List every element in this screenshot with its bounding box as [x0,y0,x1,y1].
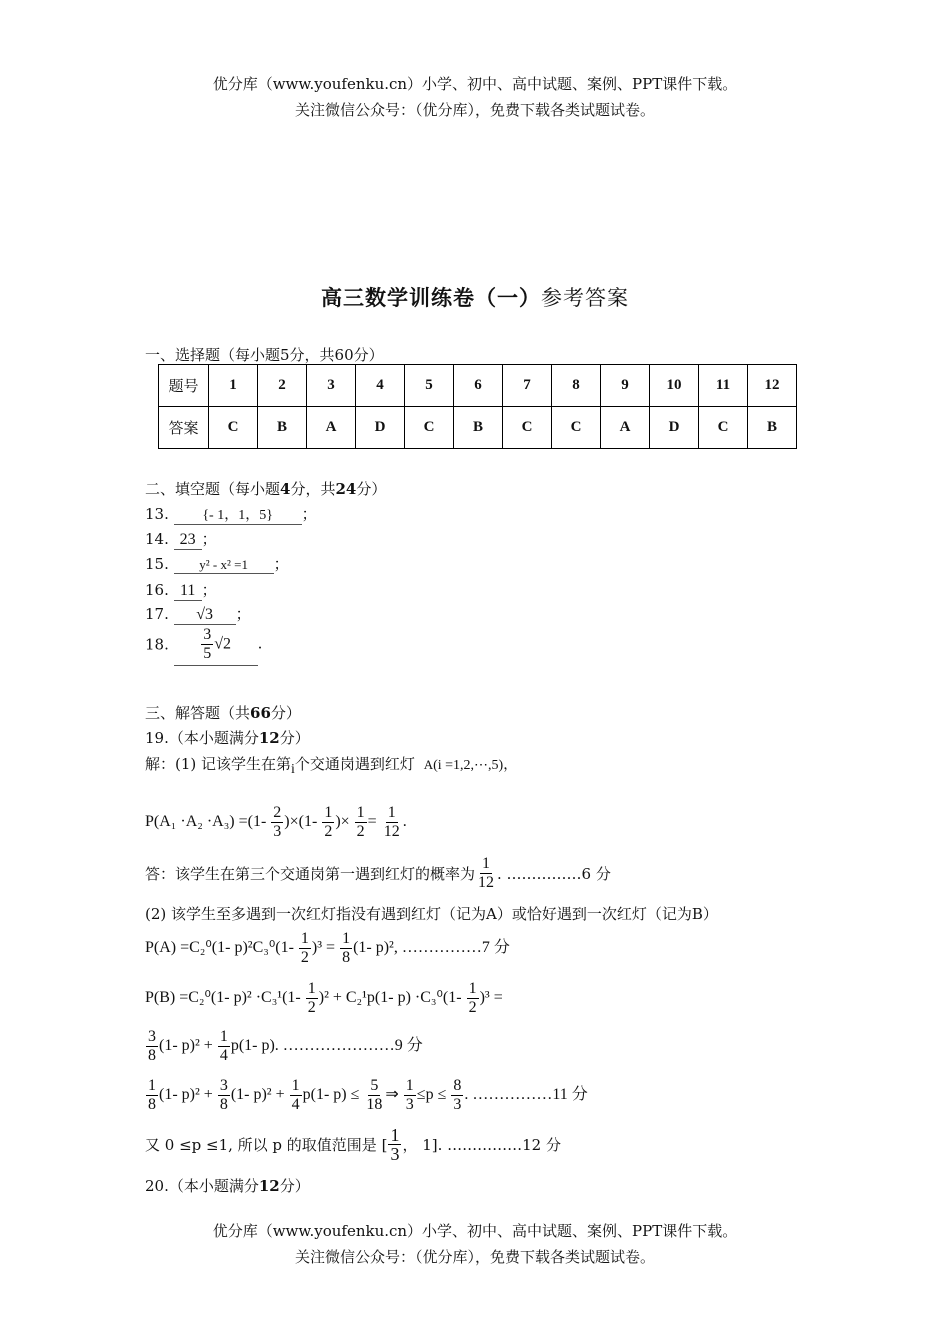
q13-end: ； [301,505,317,523]
section2-heading [145,478,386,499]
ans1-num: 1 [482,855,491,872]
q18-den: 5 [203,645,212,662]
q-answer: B [258,407,307,449]
q14-end: ； [201,530,217,548]
answer-table-number-row [159,365,797,407]
q-number: 5 [405,365,454,407]
section2-heading-e: 分） [356,480,387,498]
q16-label: 16. [145,581,169,599]
ineq-a: (1- p)² + [159,1086,213,1104]
q20-heading-a: 20.（本小题满分 [145,1177,259,1195]
final-num: 1 [390,1125,400,1145]
ineq-f6-den: 3 [453,1096,462,1113]
q-number: 1 [209,365,258,407]
ineq-score: . ……………11 分 [464,1086,588,1104]
q17-end: ； [235,605,251,623]
section1-heading: 一、选择题（每小题5分，共60分） [145,346,384,364]
section2-heading-d: 24 [335,480,357,498]
q18-end: . [257,634,263,653]
section3-heading-a: 三、解答题（共 [145,704,251,722]
final-den: 3 [390,1144,400,1164]
pb2-b: p(1- p). …………………9 分 [230,1037,423,1055]
q15 [145,553,289,574]
q19-heading-c: 分） [279,729,310,747]
q-number: 3 [307,365,356,407]
p1-mid1: )×(1- [284,813,318,831]
ineq-f6-num: 8 [453,1077,462,1094]
q-answer: A [307,407,356,449]
ineq-f1-num: 1 [148,1077,156,1094]
pb-formula [145,980,503,1017]
row-label-answer: 答案 [159,407,209,449]
pb2-f2-num: 1 [219,1028,228,1045]
q17-answer: √3 [174,606,236,625]
section2-heading-b: 4 [280,480,291,498]
section3-heading-c: 分） [270,704,301,722]
p1-end: . [402,813,407,831]
sol-event: A [423,757,434,772]
pb2-f1-num: 3 [148,1028,156,1045]
q15-answer: y² - x² =1 [174,557,274,574]
ans1-den: 12 [478,874,495,891]
q19-heading [145,727,310,748]
sol-intro: 解：(1) 记该学生在第 [145,755,292,773]
q-number: 11 [699,365,748,407]
q14-label: 14. [145,530,169,548]
pa-a: P(A) =C₂⁰(1- p)²C₃⁰(1- [145,939,294,957]
pb2-f1-den: 8 [148,1047,156,1064]
pb-f1-den: 2 [307,999,316,1016]
ineq-b: (1- p)² + [230,1086,285,1104]
final-range [145,1126,561,1163]
pb-b: )² + C₂¹p(1- p) ·C₃⁰(1- [318,989,462,1007]
part2-text: (2) 该学生至多遇到一次红灯指没有遇到红灯（记为A）或恰好遇到一次红灯（记为B） [145,905,718,923]
pa-formula [145,930,510,967]
q13-answer: {- 1，1，5} [174,504,302,525]
answer-table [158,364,797,449]
page-title [0,282,950,312]
final-a: 又 0 ≤p ≤1, 所以 p 的取值范围是 [ [145,1136,388,1154]
q14 [145,528,217,550]
q20-heading [145,1175,310,1196]
pb2-f2-den: 4 [219,1047,228,1064]
ineq-f2-den: 8 [219,1096,228,1113]
q-answer: B [454,407,503,449]
pa-f2-den: 8 [342,949,351,966]
section3-heading-b: 66 [250,704,271,722]
answer-table-answer-row [159,407,797,449]
q-answer: D [650,407,699,449]
q18-label: 18. [145,635,169,654]
p1-formula [145,804,407,841]
title-suffix: 参考答案 [541,286,629,310]
q-answer: C [405,407,454,449]
footer-line-1: 优分库（www.youfenku.cn）小学、初中、高中试题、案例、PPT课件下载。 [212,1222,738,1240]
q19-heading-a: 19.（本小题满分 [145,729,259,747]
ineq-f4-den: 18 [366,1096,383,1113]
ineq-d: ⇒ [385,1086,399,1104]
q-answer: C [699,407,748,449]
q-number: 12 [748,365,797,407]
pb-f1-num: 1 [307,980,316,997]
header-line-1: 优分库（www.youfenku.cn）小学、初中、高中试题、案例、PPT课件下载。 [212,75,738,93]
inequality [145,1077,588,1114]
q-answer: B [748,407,797,449]
section2-heading-c: 分，共 [290,480,336,498]
title-main: 高三数学训练卷（一） [321,285,541,310]
header-line-2: 关注微信公众号：（优分库），免费下载各类试题试卷。 [294,101,655,119]
q18-num: 3 [203,626,212,643]
footer-line-2: 关注微信公众号：（优分库），免费下载各类试题试卷。 [294,1248,655,1266]
pb2-a: (1- p)² + [159,1037,213,1055]
q16-answer: 11 [174,582,202,601]
q16 [145,579,217,601]
ineq-e: ≤p ≤ [416,1086,447,1104]
p1-eq: = [367,813,377,831]
p1-lhs: P(A₁ ·A₂ ·A₃) =(1- [145,813,267,831]
sol-intro2: 个交通岗遇到红灯 [294,755,415,773]
ineq-f5-num: 1 [405,1077,414,1094]
pa-c: (1- p)², ……………7 分 [353,939,510,957]
pb2-formula [145,1028,423,1065]
q-number: 7 [503,365,552,407]
p1-f3-den: 2 [356,823,365,840]
q-number: 6 [454,365,503,407]
ineq-f3-den: 4 [291,1096,300,1113]
q13 [145,503,317,525]
p1-f4-num: 1 [387,804,396,821]
pa-f1-num: 1 [300,930,309,947]
q-answer: C [503,407,552,449]
ans1-text: 答：该学生在第三个交通岗第一遇到红灯的概率为 [145,865,476,883]
ineq-f1-den: 8 [148,1096,156,1113]
q20-heading-b: 12 [258,1177,280,1195]
final-b: ， 1]. ……………12 分 [402,1136,561,1154]
pa-f2-num: 1 [342,930,351,947]
solution-intro [145,753,517,778]
ans1-score: . ……………6 分 [497,865,611,883]
row-label-number: 题号 [159,365,209,407]
p1-f1-den: 3 [273,823,282,840]
q18-answer [174,626,258,666]
ineq-f5-den: 3 [405,1096,414,1113]
q-number: 2 [258,365,307,407]
q15-label: 15. [145,555,169,573]
q16-end: ； [201,581,217,599]
q18 [145,626,262,666]
q-answer: C [209,407,258,449]
pa-b: )³ = [311,939,336,957]
ineq-c: p(1- p) ≤ [302,1086,360,1104]
sol-event-range: (i =1,2,⋯,5)， [433,758,518,773]
section3-heading [145,702,301,723]
pb-f2-den: 2 [468,999,477,1016]
q13-label: 13. [145,505,169,523]
ineq-f3-num: 1 [291,1077,300,1094]
q20-heading-c: 分） [279,1177,310,1195]
pb-a: P(B) =C₂⁰(1- p)² ·C₃¹(1- [145,989,301,1007]
q-number: 9 [601,365,650,407]
q14-answer: 23 [174,531,202,550]
ineq-f2-num: 3 [219,1077,228,1094]
p1-f2-num: 1 [324,804,333,821]
q17-label: 17. [145,605,169,623]
q-answer: D [356,407,405,449]
sol-i: i [291,762,295,777]
pa-f1-den: 2 [300,949,309,966]
p1-f1-num: 2 [273,804,282,821]
q-number: 8 [552,365,601,407]
q15-end: ； [273,555,289,573]
q-answer: C [552,407,601,449]
q19-heading-b: 12 [258,729,280,747]
ineq-f4-num: 5 [370,1077,379,1094]
pb-f2-num: 1 [468,980,477,997]
section2-heading-a: 二、填空题（每小题 [145,480,281,498]
q-number: 10 [650,365,699,407]
q18-root: √2 [214,635,232,653]
q17 [145,603,251,625]
answer1 [145,855,611,892]
footer [0,1218,950,1270]
p1-f4-den: 12 [383,823,400,840]
p1-mid2: )× [335,813,350,831]
pb-c: )³ = [479,989,503,1007]
q-number: 4 [356,365,405,407]
p1-f3-num: 1 [356,804,365,821]
p1-f2-den: 2 [324,823,333,840]
header [0,71,950,123]
q-answer: A [601,407,650,449]
